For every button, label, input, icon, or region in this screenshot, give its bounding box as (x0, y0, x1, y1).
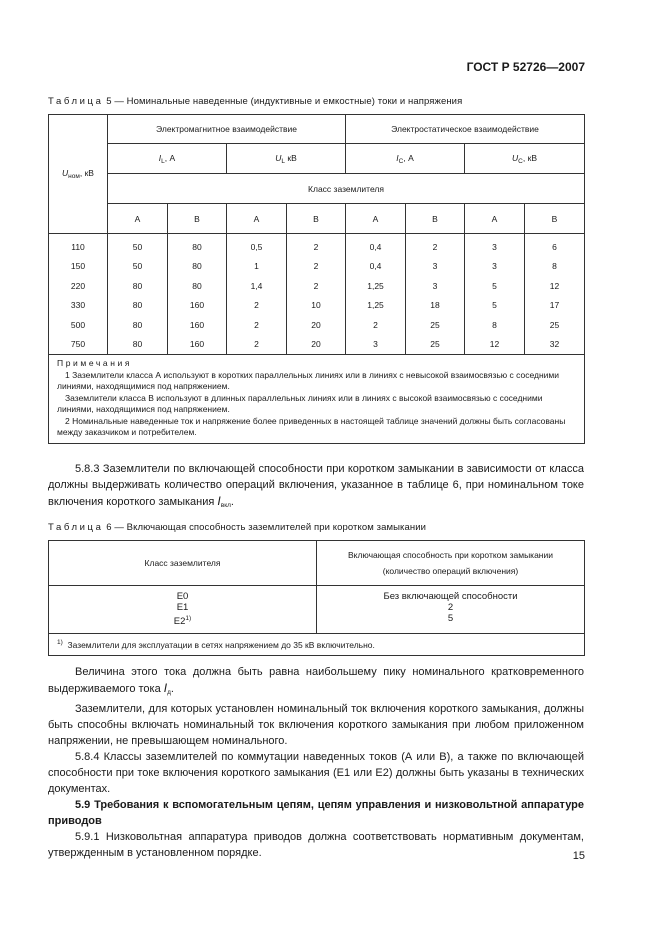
table6-caption (48, 522, 426, 533)
value-cell: 1,4 (227, 276, 287, 296)
value-cell: 6 (525, 234, 585, 257)
t6-col1-header: Класс заземлителя (49, 541, 317, 586)
value-cell: 5 (465, 276, 525, 296)
table-row (49, 257, 585, 277)
value-cell: 2 (227, 335, 287, 355)
value-cell: 160 (168, 315, 227, 335)
note-1-cont: Заземлители класса В используют в длинных параллельных линиях или в линиях с высокой взаимосвязью с соседними линиями, находящимися под напряжением. (57, 392, 543, 414)
voltage-cell: 110 (49, 234, 108, 257)
voltage-cell: 220 (49, 276, 108, 296)
table-row (49, 315, 585, 335)
table6-label: Таблица (48, 522, 104, 533)
voltage-cell: 500 (49, 315, 108, 335)
value-cell: 17 (525, 296, 585, 316)
value-cell: 80 (108, 315, 168, 335)
table6 (48, 540, 585, 656)
value-cell: 25 (525, 315, 585, 335)
value-cell: 50 (108, 234, 168, 257)
class-cell: А (227, 204, 287, 234)
class-e2: Е2$^{1)}$ (173, 615, 192, 627)
standard-designation: ГОСТ Р 52726—2007 (466, 60, 585, 74)
table-row (49, 296, 585, 316)
class-e0: Е0 (176, 591, 189, 602)
class-cell: В (287, 204, 346, 234)
table-row (49, 234, 585, 257)
table6-title: 6 — Включающая способность заземлителей при коротком замыкании (106, 522, 427, 533)
value-cell: 80 (168, 276, 227, 296)
value-cell: 50 (108, 257, 168, 277)
value-cell: 1 (227, 257, 287, 277)
value-cell: 3 (465, 257, 525, 277)
t6-col2-header: Включающая способность при коротком замыкании (количество операций включения) (317, 541, 585, 586)
paragraph-5-8-3: 5.8.3 Заземлители по включающей способности при коротком замыкании в зависимости от класса должны выдерживать количество операций включения, указанное в таблице 6, при номинальном токе включения короткого замыкания $I_{вкл}$. (48, 463, 584, 509)
value-cell: 10 (287, 296, 346, 316)
value-cell: 80 (168, 234, 227, 257)
value-cell: 5 (465, 296, 525, 316)
value-cell: 12 (525, 276, 585, 296)
value-cell: 2 (287, 276, 346, 296)
class-header: Класс заземлителя (108, 174, 585, 204)
uc-header: $U_C$, кВ (465, 144, 585, 174)
value-cell: 80 (108, 296, 168, 316)
value-cell: 160 (168, 335, 227, 355)
paragraph-5-8-4: 5.8.4 Классы заземлителей по коммутации наведенных токов (А или В), а также по включающей способности при токе включения короткого замыкания (Е1 или Е2) должны быть указаны в технических документах. (48, 751, 584, 795)
value-cell: 20 (287, 335, 346, 355)
value-cell: 8 (525, 257, 585, 277)
value-cell: 2 (227, 296, 287, 316)
value-cell: 2 (406, 234, 465, 257)
il-header: $I_L$, А (108, 144, 227, 174)
voltage-cell: 750 (49, 335, 108, 355)
class-cell: В (406, 204, 465, 234)
body-text (48, 664, 584, 861)
t6-values-cell (317, 586, 585, 634)
value-cell: 3 (406, 257, 465, 277)
notes-title: Примечания (57, 358, 133, 368)
table-row (49, 335, 585, 355)
value-cell: 3 (406, 276, 465, 296)
value-cell: 80 (108, 276, 168, 296)
value-cell: 0,4 (346, 257, 406, 277)
value-cell: 2 (287, 234, 346, 257)
value-cell: 160 (168, 296, 227, 316)
page-number: 15 (572, 850, 585, 862)
table5-title: 5 — Номинальные наведенные (индуктивные и емкостные) токи и напряжения (106, 96, 463, 107)
value-cell: 2 (227, 315, 287, 335)
value-cell: 0,4 (346, 234, 406, 257)
ic-header: $I_C$, А (346, 144, 465, 174)
table5-caption (48, 96, 462, 107)
value-cell: 2 (346, 315, 406, 335)
value-cell: 1,25 (346, 276, 406, 296)
table5 (48, 114, 585, 444)
value-cell: 3 (465, 234, 525, 257)
value-e1: 2 (447, 602, 454, 613)
value-cell: 0,5 (227, 234, 287, 257)
class-cell: А (346, 204, 406, 234)
value-cell: 80 (108, 335, 168, 355)
section-5-9-heading: 5.9 Требования к вспомогательным цепям, цепям управления и низковольтной аппаратуре приводов (48, 799, 584, 827)
value-cell: 25 (406, 335, 465, 355)
t6-classes-cell (49, 586, 317, 634)
value-cell: 25 (406, 315, 465, 335)
value-cell: 80 (168, 257, 227, 277)
value-cell: 8 (465, 315, 525, 335)
em-group-header: Электромагнитное взаимодействие (108, 115, 346, 144)
voltage-cell: 150 (49, 257, 108, 277)
class-cell: В (525, 204, 585, 234)
es-group-header: Электростатическое взаимодействие (346, 115, 585, 144)
paragraph-earthing-switches: Заземлители, для которых установлен номинальный ток включения короткого замыкания, должны быть способны включать номинальный ток включения короткого замыкания при любом приложенном напряжении, не превышающем номинального. (48, 703, 584, 747)
table5-label: Таблица (48, 96, 104, 107)
voltage-column-header: $U_{ном}$, кВ (49, 115, 108, 234)
value-e2: 5 (447, 613, 454, 624)
ul-header: $U_L$ кВ (227, 144, 346, 174)
class-cell: А (465, 204, 525, 234)
value-e0: Без включающей способности (383, 591, 518, 602)
value-cell: 20 (287, 315, 346, 335)
table5-notes (49, 355, 585, 444)
class-e1: Е1 (176, 602, 189, 613)
t6-footnote: $^{1)}$ Заземлители для эксплуатации в сетях напряжением до 35 кВ включительно. (49, 634, 585, 656)
class-cell: А (108, 204, 168, 234)
voltage-cell: 330 (49, 296, 108, 316)
value-cell: 2 (287, 257, 346, 277)
paragraph-5-9-1: 5.9.1 Низковольтная аппаратура приводов должна соответствовать нормативным документам, утвержденным в установленном порядке. (48, 831, 584, 859)
value-cell: 3 (346, 335, 406, 355)
table-row (49, 276, 585, 296)
value-cell: 18 (406, 296, 465, 316)
value-cell: 32 (525, 335, 585, 355)
note-2: 2 Номинальные наведенные ток и напряжение более приведенных в настоящей таблице значений должны быть согласованы между заказчиком и потребителем. (57, 415, 566, 437)
value-cell: 12 (465, 335, 525, 355)
value-cell: 1,25 (346, 296, 406, 316)
paragraph-current-peak: Величина этого тока должна быть равна наибольшему пику номинального кратковременного выдерживаемого тока $I_д$. (48, 666, 584, 696)
class-cell: В (168, 204, 227, 234)
note-1: 1 Заземлители класса А используют в коротких параллельных линиях или в линиях с невысокой взаимосвязью с соседними линиями, находящимися под напряжением. (57, 369, 559, 391)
